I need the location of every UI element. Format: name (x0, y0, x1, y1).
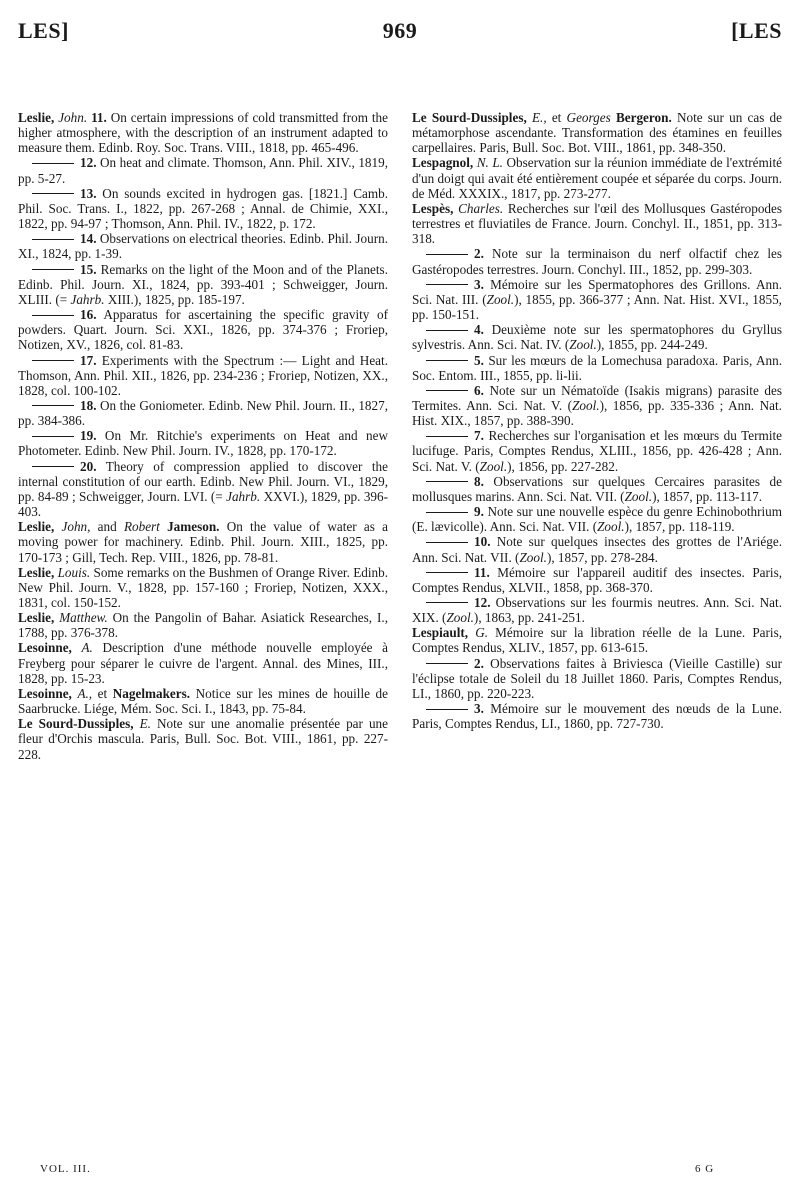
bibliography-subentry (18, 307, 388, 352)
entry-italic-text: G. (475, 625, 489, 641)
entry-italic-text: E. (139, 716, 151, 732)
bibliography-entry (18, 519, 388, 564)
ditto-dash (426, 481, 468, 482)
entry-bold-text: Nagelmakers. (112, 685, 191, 701)
bibliography-entry (412, 201, 782, 246)
entry-text: Apparatus for ascertaining the specific gravity of powders. Quart. Journ. Sci. XXI., 1826, pp. 374-376 ; Froriep, Notizen, XV., 1826, col. 81-83. (18, 307, 388, 353)
ditto-dash (426, 330, 468, 331)
entry-text: XIII.), 1825, pp. 185-197. (104, 291, 245, 307)
bibliography-entry (412, 155, 782, 200)
entry-bold-text: 18. (80, 397, 97, 413)
entry-text: Remarks on the light of the Moon and of the Planets. Edinb. Phil. Journ. XI., 1824, pp. 393-401 ; Schweigger, Journ. XLIII. (= (18, 261, 388, 307)
volume-label: VOL. III. (40, 1163, 91, 1175)
entry-text: Note sur quelques insectes des grottes de l'Ariége. Ann. Sci. Nat. VII. ( (412, 534, 782, 565)
entry-text: Mémoire sur l'appareil auditif des insectes. Paris, Comptes Rendus, XLVII., 1858, pp. 368-370. (412, 564, 782, 595)
entry-text: Observations sur quelques Cercaires parasites de mollusques marins. Ann. Sci. Nat. VII. ( (412, 473, 782, 504)
entry-text: Mémoire sur le mouvement des nœuds de la Lune. Paris, Comptes Rendus, LI., 1860, pp. 727-730. (412, 701, 782, 732)
bibliography-subentry (18, 428, 388, 458)
entry-italic-text: John, (61, 519, 98, 535)
entry-bold-text: 17. (80, 352, 97, 368)
entry-italic-text: Zool. (446, 610, 474, 626)
entry-bold-text: 14. (80, 231, 97, 247)
entry-text: On the value of water as a moving power for machinery. Edinb. Phil. Journ. XIII., 1825, pp. 170-173 ; Gill, Tech. Rep. VIII., 1826, pp. 78-81. (18, 519, 388, 565)
ditto-dash (32, 239, 74, 240)
ditto-dash (426, 602, 468, 603)
bibliography-subentry (412, 322, 782, 352)
ditto-dash (32, 360, 74, 361)
bibliography-subentry (412, 701, 782, 731)
entry-text: Observations faites à Briviesca (Vieille Castille) sur l'éclipse totale de Soleil du 18 Juillet 1860. Paris, Comptes Rendus, LI., 1860, pp. 220-223. (412, 655, 782, 701)
entry-bold-text: 11. (474, 564, 490, 580)
ditto-dash (426, 512, 468, 513)
entry-text: Some remarks on the Bushmen of Orange River. Edinb. New Phil. Journ. V., 1828, pp. 157-160 ; Froriep, Notizen, XXX., 1831, col. 150-152. (18, 564, 388, 610)
entry-text: On the Goniometer. Edinb. New Phil. Journ. II., 1827, pp. 384-386. (18, 397, 388, 429)
bibliography-subentry (18, 398, 388, 428)
entry-text: Theory of compression applied to discover the internal constitution of our earth. Edinb. New Phil. Journ. VI., 1829, pp. 84-89 ; Schweigger, Journ. LVI. (= (18, 458, 388, 504)
entry-italic-text: Zool. (572, 397, 600, 413)
bibliography-subentry (412, 565, 782, 595)
entry-bold-text: Lespiault, (412, 625, 476, 641)
entry-text: Observation sur la réunion immédiate de l'extrémité d'un doigt qui avait été entièrement coupée et séparée du corps. Journ. de Méd. XXXIX., 1817, pp. 273-277. (412, 155, 782, 201)
header-left-range: LES] (18, 18, 69, 43)
ditto-dash (32, 163, 74, 164)
bibliography-subentry (412, 534, 782, 564)
bibliography-subentry (18, 155, 388, 185)
entry-bold-text: 8. (474, 473, 484, 489)
entry-bold-text: 9. (474, 504, 484, 520)
bibliography-entry (18, 110, 388, 155)
entry-bold-text: 12. (80, 155, 97, 171)
ditto-dash (426, 284, 468, 285)
ditto-dash (426, 572, 468, 573)
entry-bold-text: Jameson. (167, 519, 220, 535)
entry-text: XXVI.), 1829, pp. 396-403. (18, 488, 388, 520)
entry-text: Note sur une anomalie présentée par une fleur d'Orchis mascula. Paris, Bull. Soc. Bot. VIII., 1861, pp. 227-228. (18, 716, 388, 762)
entry-italic-text: Zool. (597, 519, 625, 535)
entry-text: ), 1855, pp. 244-249. (596, 337, 708, 353)
bibliography-subentry (412, 504, 782, 534)
left-column (18, 110, 388, 762)
entry-text: ), 1857, pp. 278-284. (546, 549, 658, 565)
entry-text: ), 1855, pp. 366-377 ; Ann. Nat. Hist. XVI., 1855, pp. 150-151. (412, 291, 782, 323)
entry-bold-text: Lesoinne, (18, 685, 78, 701)
entry-text: Recherches sur l'organisation et les mœurs du Termite lucifuge. Paris, Comptes Rendus, XLIII., 1856, pp. 426-428 ; Ann. Sci. Nat. V. ( (412, 428, 782, 474)
entry-text: On Mr. Ritchie's experiments on Heat and new Photometer. Edinb. New Phil. Journ. IV., 1828, pp. 170-172. (18, 428, 388, 459)
entry-text: On heat and climate. Thomson, Ann. Phil. XIV., 1819, pp. 5-27. (18, 155, 388, 186)
entry-italic-text: Jahrb. (70, 291, 105, 307)
entry-text: ), 1856, pp. 227-282. (507, 458, 619, 474)
entry-bold-text: 3. (474, 701, 484, 717)
entry-text: Mémoire sur les Spermatophores des Grillons. Ann. Sci. Nat. III. ( (412, 276, 782, 307)
bibliography-subentry (412, 474, 782, 504)
bibliography-subentry (412, 353, 782, 383)
entry-bold-text: 15. (80, 261, 97, 277)
entry-text: et (551, 110, 567, 125)
entry-bold-text: Lesoinne, (18, 640, 82, 656)
entry-bold-text: Lespès, (412, 200, 459, 216)
bibliography-subentry (412, 277, 782, 322)
ditto-dash (32, 405, 74, 406)
bibliography-subentry (18, 186, 388, 231)
bibliography-entry (18, 610, 388, 640)
bibliography-subentry (412, 383, 782, 428)
entry-italic-text: Jahrb. (226, 488, 261, 504)
entry-bold-text: Leslie, (18, 110, 59, 125)
entry-italic-text: Zool. (569, 337, 597, 353)
entry-bold-text: 2. (474, 246, 484, 262)
entry-bold-text: 13. (80, 185, 97, 201)
entry-bold-text: 10. (474, 534, 491, 550)
entry-bold-text: 6. (474, 382, 484, 398)
bibliography-entry (18, 640, 388, 685)
entry-text: Mémoire sur la libration réelle de la Lune. Paris, Comptes Rendus, XLIV., 1857, pp. 613-615. (412, 625, 783, 656)
bibliography-subentry (412, 656, 782, 701)
entry-italic-text: Zool. (479, 458, 508, 474)
entry-italic-text: Zool. (486, 291, 515, 307)
entry-italic-text: Georges (566, 110, 616, 125)
ditto-dash (32, 269, 74, 270)
entry-italic-text: E., (531, 110, 552, 125)
entry-text: Notice sur les mines de houille de Saarbrucke. Liége, Mém. Soc. Sci. I., 1843, pp. 75-84. (18, 685, 388, 717)
entry-text: Note sur un Nématoïde (Isakis migrans) parasite des Termites. Ann. Sci. Nat. V. ( (412, 382, 782, 413)
entry-text: Note sur un cas de métamorphose ascendante. Transformation des étamines en feuilles carpellaires. Paris, Bull. Soc. Bot. VIII., 1861, pp. 348-350. (412, 110, 782, 156)
bibliography-entry (412, 110, 782, 155)
ditto-dash (426, 663, 468, 664)
entry-bold-text: 11. (91, 110, 107, 125)
bibliography-subentry (412, 246, 782, 276)
signature-mark: 6 G (695, 1163, 715, 1175)
entry-bold-text: 20. (80, 458, 97, 474)
entry-italic-text: Robert (123, 519, 168, 535)
entry-italic-text: A. (81, 640, 93, 656)
entry-italic-text: Matthew. (59, 610, 108, 626)
entry-bold-text: Bergeron. (615, 110, 672, 125)
entry-bold-text: 2. (474, 655, 484, 671)
page-number: 969 (382, 18, 418, 43)
entry-bold-text: Leslie, (18, 564, 58, 580)
bibliography-subentry (18, 231, 388, 261)
header-right-range: [LES (731, 18, 782, 43)
ditto-dash (426, 709, 468, 710)
entry-italic-text: Louis. (57, 564, 91, 580)
entry-text: On sounds excited in hydrogen gas. [1821.] Camb. Phil. Soc. Trans. I., 1822, pp. 267-268 ; Annal. de Chimie, XXI., 1822, pp. 94-97 ; Thomson, Ann. Phil. IV., 1822, p. 172. (18, 185, 388, 232)
entry-text: Sur les mœurs de la Lomechusa paradoxa. Paris, Ann. Soc. Entom. III., 1855, pp. li-lii. (412, 352, 782, 383)
bibliography-subentry (412, 595, 782, 625)
ditto-dash (426, 360, 468, 361)
entry-bold-text: Leslie, (18, 610, 60, 626)
ditto-dash (426, 436, 468, 437)
entry-bold-text: 7. (474, 428, 484, 444)
bibliography-subentry (18, 353, 388, 398)
entry-text: On the Pangolin of Bahar. Asiatick Researches, I., 1788, pp. 376-378. (18, 610, 388, 641)
ditto-dash (32, 315, 74, 316)
bibliography-subentry (18, 459, 388, 520)
entry-italic-text: A., (77, 685, 98, 701)
entry-text: Note sur la terminaison du nerf olfactif chez les Gastéropodes terrestres. Journ. Conchyl. III., 1852, pp. 299-303. (412, 246, 782, 277)
bibliography-subentry (412, 428, 782, 473)
entry-text: and (97, 519, 124, 535)
entry-italic-text: John. (58, 110, 88, 125)
ditto-dash (32, 193, 74, 194)
entry-text: Description d'une méthode nouvelle employée à Freyberg pour séparer le cuivre de l'argent. Annal. des Mines, III., 1828, pp. 15-23. (18, 640, 388, 686)
entry-bold-text: 4. (474, 322, 484, 338)
entry-text: Note sur une nouvelle espèce du genre Echinobothrium (E. lævicolle). Ann. Sci. Nat. VII. ( (412, 504, 782, 535)
bibliography-entry (18, 716, 388, 761)
ditto-dash (426, 542, 468, 543)
bibliography-entry (18, 686, 388, 716)
entry-italic-text: Zool. (519, 549, 547, 565)
entry-bold-text: 16. (80, 307, 97, 323)
entry-text: On certain impressions of cold transmitted from the higher atmosphere, with the description of an instrument adapted to measure them. Edinb. Roy. Soc. Trans. VIII., 1818, pp. 465-496. (18, 110, 389, 156)
entry-text: ), 1857, pp. 118-119. (624, 519, 735, 535)
bibliography-subentry (18, 262, 388, 307)
entry-text: Observations sur les fourmis neutres. Ann. Sci. Nat. XIX. ( (412, 595, 782, 626)
entry-text: ), 1863, pp. 241-251. (473, 610, 585, 626)
page-header (18, 18, 782, 58)
ditto-dash (32, 466, 74, 467)
entry-bold-text: Lespagnol, (412, 155, 477, 171)
entry-text: Deuxième note sur les spermatophores du Gryllus sylvestris. Ann. Sci. Nat. IV. ( (412, 322, 782, 353)
right-column (412, 110, 782, 731)
entry-bold-text: Le Sourd-Dussiples, (412, 110, 532, 125)
ditto-dash (32, 436, 74, 437)
entry-bold-text: 5. (474, 352, 484, 368)
entry-text: et (97, 685, 113, 701)
entry-text: Observations on electrical theories. Edinb. Phil. Journ. XI., 1824, pp. 1-39. (18, 231, 388, 262)
entry-bold-text: 12. (474, 595, 491, 610)
entry-text: Recherches sur l'œil des Mollusques Gastéropodes terrestres et fluviatiles de France. Journ. Conchyl. II., 1851, pp. 313-318. (412, 200, 782, 247)
entry-bold-text: Leslie, (18, 519, 62, 535)
ditto-dash (426, 390, 468, 391)
entry-bold-text: Le Sourd-Dussiples, (18, 716, 140, 732)
entry-italic-text: Charles. (458, 200, 504, 216)
entry-text: ), 1856, pp. 335-336 ; Ann. Nat. Hist. XIX., 1857, pp. 388-390. (412, 397, 782, 429)
entry-bold-text: 19. (80, 428, 97, 444)
entry-italic-text: N. L. (476, 155, 503, 171)
bibliography-entry (412, 625, 782, 655)
entry-italic-text: Zool. (624, 488, 653, 504)
ditto-dash (426, 254, 468, 255)
bibliography-entry (18, 565, 388, 610)
entry-bold-text: 3. (474, 276, 484, 292)
entry-text: ), 1857, pp. 113-117. (652, 488, 763, 504)
entry-text: Experiments with the Spectrum :— Light and Heat. Thomson, Ann. Phil. XII., 1826, pp. 234-236 ; Froriep, Notizen, XX., 1828, col. 100-102. (18, 352, 388, 398)
